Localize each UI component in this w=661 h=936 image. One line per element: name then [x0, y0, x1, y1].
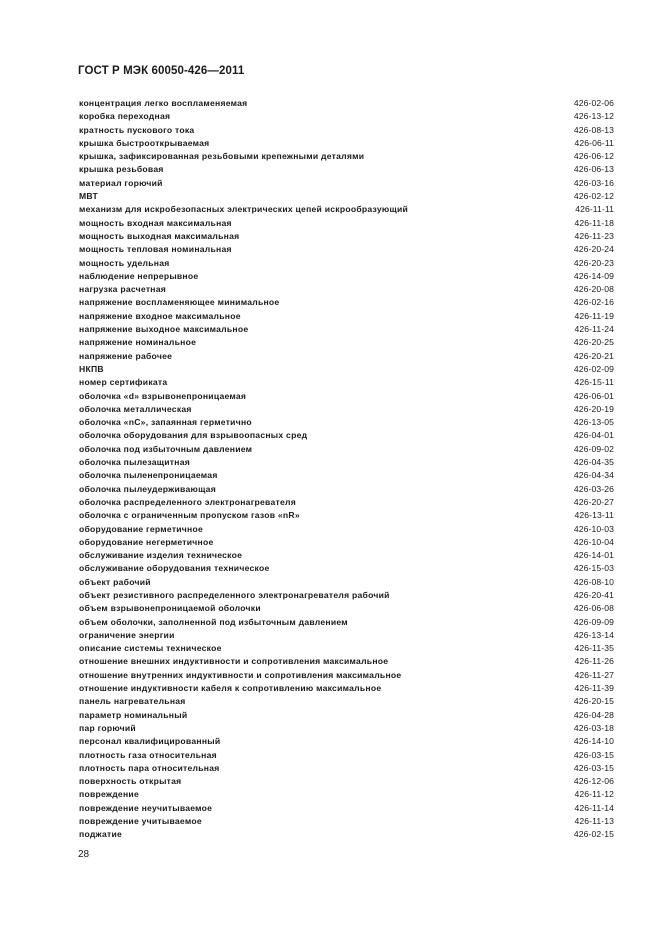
index-code: 426-20-24	[573, 244, 614, 255]
index-term: крышка резьбовая	[79, 164, 164, 175]
index-entry	[79, 735, 614, 748]
index-entry	[79, 762, 614, 775]
index-term: напряжение выходное максимальное	[79, 324, 249, 335]
index-term: напряжение воспламеняющее минимальное	[79, 297, 280, 308]
index-code: 426-11-18	[574, 217, 614, 228]
index-code: 426-13-12	[573, 111, 614, 122]
index-code: 426-20-23	[573, 257, 614, 268]
index-code: 426-04-01	[573, 430, 614, 441]
index-term: плотность пара относительная	[79, 762, 220, 773]
index-code: 426-09-09	[573, 616, 614, 627]
index-code: 426-11-27	[574, 669, 614, 680]
index-term: оболочка «nC», запаянная герметично	[79, 417, 252, 428]
index-code: 426-10-03	[573, 523, 614, 534]
index-term: наблюдение непрерывное	[79, 270, 199, 281]
index-entry	[79, 429, 614, 442]
index-entry	[79, 124, 614, 137]
index-entry	[79, 562, 614, 575]
index-entry	[79, 549, 614, 562]
index-code: 426-11-39	[574, 683, 614, 694]
index-code: 426-03-18	[573, 722, 614, 733]
index-code: 426-11-14	[574, 802, 614, 813]
index-code: 426-15-11	[574, 377, 614, 388]
index-term: персонал квалифицированный	[79, 736, 221, 747]
index-code: 426-15-03	[573, 563, 614, 574]
index-term: повреждение	[79, 789, 139, 800]
index-entry	[79, 243, 614, 256]
index-entry	[79, 509, 614, 522]
index-entry	[79, 150, 614, 163]
index-code: 426-11-26	[574, 656, 614, 667]
index-term: панель нагревательная	[79, 696, 186, 707]
index-code: 426-02-12	[573, 191, 614, 202]
index-term: нагрузка расчетная	[79, 284, 167, 295]
index-term: оболочка оборудования для взрывоопасных сред	[79, 430, 308, 441]
index-entry	[79, 828, 614, 841]
index-entry	[79, 177, 614, 190]
index-term: обслуживание изделия техническое	[79, 550, 243, 561]
term-index-list	[79, 97, 614, 842]
index-term: оболочка пылезащитная	[79, 457, 191, 468]
index-term: повреждение неучитываемое	[79, 802, 213, 813]
index-code: 426-11-13	[574, 816, 614, 827]
index-term: оболочка металлическая	[79, 403, 192, 414]
index-entry	[79, 296, 614, 309]
index-code: 426-08-13	[573, 124, 614, 135]
index-term: обслуживание оборудования техническое	[79, 563, 270, 574]
document-title: ГОСТ Р МЭК 60050-426—2011	[78, 65, 245, 77]
index-code: 426-20-19	[573, 403, 614, 414]
index-code: 426-04-34	[573, 470, 614, 481]
index-term: мощность входная максимальная	[79, 217, 232, 228]
index-term: крышка, зафиксированная резьбовыми крепежными деталями	[79, 151, 365, 162]
index-term: описание системы техническое	[79, 643, 222, 654]
index-entry	[79, 163, 614, 176]
index-code: 426-14-01	[573, 550, 614, 561]
index-code: 426-03-26	[573, 483, 614, 494]
index-code: 426-11-11	[575, 204, 614, 215]
index-entry	[79, 363, 614, 376]
index-term: оборудование герметичное	[79, 523, 204, 534]
index-entry	[79, 536, 614, 549]
index-entry	[79, 523, 614, 536]
index-term: напряжение номинальное	[79, 337, 197, 348]
index-entry	[79, 655, 614, 668]
index-code: 426-06-13	[573, 164, 614, 175]
index-entry	[79, 190, 614, 203]
index-term: параметр номинальный	[79, 709, 188, 720]
index-term: отношение внутренних индуктивности и сопротивления максимальное	[79, 669, 402, 680]
index-code: 426-20-25	[573, 337, 614, 348]
index-term: объект резистивного распределенного электронагревателя рабочий	[79, 589, 390, 600]
index-term: материал горючий	[79, 177, 163, 188]
index-code: 426-20-41	[573, 589, 614, 600]
index-code: 426-08-10	[573, 576, 614, 587]
index-entry	[79, 403, 614, 416]
index-term: напряжение входное максимальное	[79, 310, 241, 321]
index-term: НКПВ	[79, 363, 104, 374]
index-entry	[79, 217, 614, 230]
index-term: мощность удельная	[79, 257, 170, 268]
index-entry	[79, 257, 614, 270]
index-code: 426-11-12	[574, 789, 614, 800]
index-term: оборудование негерметичное	[79, 536, 214, 547]
index-code: 426-20-27	[573, 496, 614, 507]
index-entry	[79, 203, 614, 216]
index-term: объект рабочий	[79, 576, 151, 587]
index-code: 426-06-12	[573, 151, 614, 162]
index-term: напряжение рабочее	[79, 350, 173, 361]
index-term: оболочка пылеудерживающая	[79, 483, 216, 494]
index-code: 426-06-11	[574, 137, 614, 148]
index-code: 426-11-24	[574, 324, 614, 335]
index-code: 426-13-11	[574, 510, 614, 521]
index-code: 426-11-19	[574, 310, 614, 321]
index-code: 426-13-05	[573, 417, 614, 428]
index-term: мощность выходная максимальная	[79, 230, 240, 241]
index-code: 426-03-15	[573, 762, 614, 773]
index-entry	[79, 496, 614, 509]
page-number: 28	[78, 849, 90, 860]
index-term: концентрация легко воспламеняемая	[79, 98, 248, 108]
index-code: 426-10-04	[573, 536, 614, 547]
index-entry	[79, 788, 614, 801]
index-entry	[79, 230, 614, 243]
index-entry	[79, 815, 614, 828]
index-term: отношение внешних индуктивности и сопротивления максимальное	[79, 656, 389, 667]
index-term: объем оболочки, заполненной под избыточным давлением	[79, 616, 348, 627]
index-entry	[79, 336, 614, 349]
index-entry	[79, 390, 614, 403]
index-term: объем взрывонепроницаемой оболочки	[79, 603, 261, 614]
index-entry	[79, 97, 614, 110]
index-term: отношение индуктивности кабеля к сопротивлению максимальное	[79, 683, 382, 694]
index-entry	[79, 310, 614, 323]
index-entry	[79, 709, 614, 722]
index-term: кратность пускового тока	[79, 124, 195, 135]
index-entry	[79, 483, 614, 496]
index-entry	[79, 616, 614, 629]
index-term: оболочка распределенного электронагревателя	[79, 496, 296, 507]
index-term: поджатие	[79, 829, 123, 840]
index-entry	[79, 802, 614, 815]
index-code: 426-11-35	[574, 643, 614, 654]
index-entry	[79, 682, 614, 695]
index-term: оболочка «d» взрывонепроницаемая	[79, 390, 247, 401]
index-code: 426-09-02	[573, 443, 614, 454]
index-code: 426-11-23	[574, 230, 614, 241]
index-entry	[79, 323, 614, 336]
index-entry	[79, 669, 614, 682]
index-entry	[79, 749, 614, 762]
index-term: поверхность открытая	[79, 776, 182, 787]
index-code: 426-20-21	[573, 350, 614, 361]
index-code: 426-02-15	[573, 829, 614, 840]
index-entry	[79, 137, 614, 150]
index-code: 426-02-06	[573, 98, 614, 108]
index-code: 426-12-06	[573, 776, 614, 787]
index-entry	[79, 602, 614, 615]
index-term: повреждение учитываемое	[79, 816, 202, 827]
index-code: 426-02-16	[573, 297, 614, 308]
index-entry	[79, 110, 614, 123]
index-code: 426-04-28	[573, 709, 614, 720]
index-term: МВТ	[79, 191, 99, 202]
index-term: механизм для искробезопасных электрических цепей искрообразующий	[79, 204, 409, 215]
index-term: номер сертификата	[79, 377, 168, 388]
index-code: 426-06-08	[573, 603, 614, 614]
index-entry	[79, 416, 614, 429]
index-entry	[79, 443, 614, 456]
index-entry	[79, 576, 614, 589]
index-entry	[79, 270, 614, 283]
index-entry	[79, 642, 614, 655]
index-entry	[79, 629, 614, 642]
index-term: коробка переходная	[79, 111, 171, 122]
index-entry	[79, 469, 614, 482]
index-entry	[79, 283, 614, 296]
index-code: 426-06-01	[573, 390, 614, 401]
index-entry	[79, 589, 614, 602]
index-term: мощность тепловая номинальная	[79, 244, 232, 255]
index-code: 426-02-09	[573, 363, 614, 374]
index-code: 426-04-35	[573, 457, 614, 468]
index-code: 426-03-16	[573, 177, 614, 188]
index-entry	[79, 722, 614, 735]
index-term: оболочка под избыточным давлением	[79, 443, 253, 454]
index-term: оболочка с ограниченным пропуском газов «nR»	[79, 510, 300, 521]
index-code: 426-20-08	[573, 284, 614, 295]
index-term: крышка быстрооткрываемая	[79, 137, 210, 148]
index-code: 426-20-15	[573, 696, 614, 707]
index-entry	[79, 695, 614, 708]
index-entry	[79, 376, 614, 389]
index-code: 426-03-15	[573, 749, 614, 760]
index-term: ограничение энергии	[79, 629, 175, 640]
index-entry	[79, 350, 614, 363]
index-code: 426-14-09	[573, 270, 614, 281]
index-code: 426-13-14	[573, 629, 614, 640]
index-code: 426-14-10	[573, 736, 614, 747]
index-entry	[79, 775, 614, 788]
index-term: пар горючий	[79, 722, 136, 733]
index-entry	[79, 456, 614, 469]
index-term: плотность газа относительная	[79, 749, 217, 760]
index-term: оболочка пыленепроницаемая	[79, 470, 218, 481]
